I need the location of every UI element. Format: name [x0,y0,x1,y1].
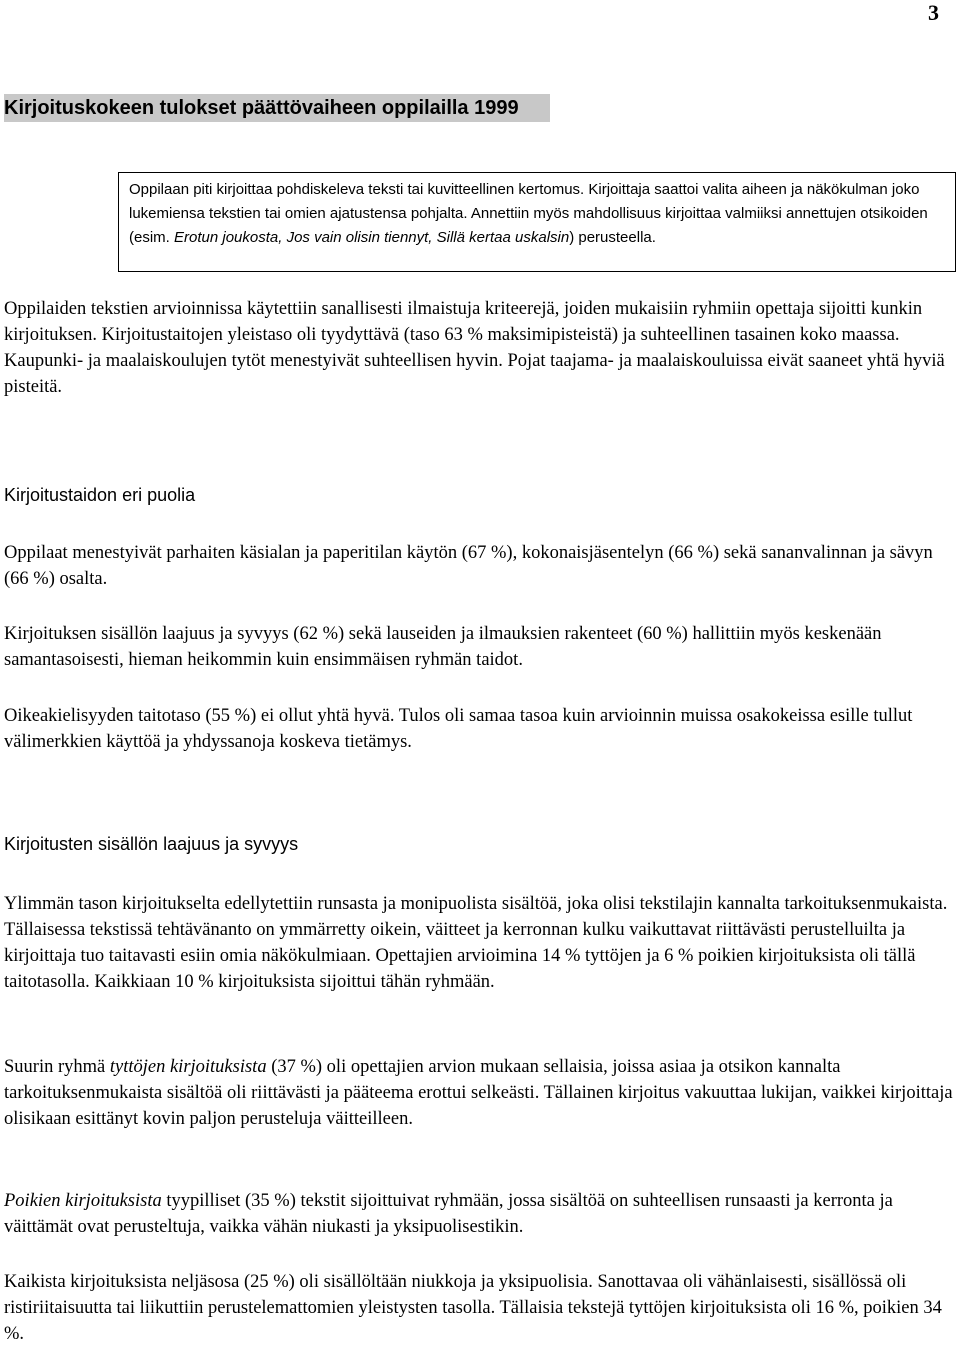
skills-paragraph-3: Oikeakielisyyden taitotaso (55 %) ei ollut yhtä hyvä. Tulos oli samaa tasoa kuin arvioinnin muissa osakokeissa esille tullut välimerkkien käyttöä ja yhdyssanoja koskeva tietämys. [4,706,913,752]
task-description-main: Oppilaan piti kirjoittaa pohdiskeleva teksti tai kuvitteellinen kertomus. Kirjoittaja saattoi valita aiheen ja näkökulman joko lukemiensa tekstien tai omien ajatustensa pohjalta. Annettiin myös mahdollisuus kirjoittaa valmiiksi annettujen otsikoiden (esim. [129,181,928,246]
task-description-end: ) perusteella. [569,229,656,246]
section-heading-content-scope: Kirjoitusten sisällön laajuus ja syvyys [4,834,299,854]
content-paragraph-3 [4,1188,956,1240]
content-paragraph-1: Ylimmän tason kirjoitukselta edellytettiin runsasta ja monipuolista sisältöä, joka olisi tekstilajin kannalta tarkoituksenmukaista. Tällaisessa tekstissä tehtävänanto on ymmärretty oikein, väitteet ja kerronnan kulku vaikuttavat riittävästi perustelluilta ja kirjoittaja tuo taitavasti esiin omia näkökulmiaan. Opettajien arvioimina 14 % tyttöjen ja 6 % poikien kirjoituksista oli tällä taitotasolla. Kaikkiaan 10 % kirjoituksista sijoittui tähän ryhmään. [4,894,948,992]
boys-writings-emphasis: Poikien kirjoituksista [4,1191,162,1211]
girls-writings-emphasis: tyttöjen kirjoituksista [109,1057,267,1077]
section-heading-writing-skills: Kirjoitustaidon eri puolia [4,485,196,505]
content-paragraph-2 [4,1054,956,1132]
task-description-box [118,172,956,272]
skills-paragraph-1: Oppilaat menestyivät parhaiten käsialan ja paperitilan käytön (67 %), kokonaisjäsentelyn (66 %) sekä sananvalinnan ja sävyn (66 %) osalta. [4,543,933,589]
content-paragraph-3-rest: tyypilliset (35 %) tekstit sijoittuivat ryhmään, jossa sisältöä on suhteellisen runsaasti ja kerronta ja väittämät ovat perusteltuja, vaikka vähän niukasti ja yksipuolisestikin. [4,1191,893,1237]
task-description-text [129,178,945,250]
content-paragraph-4: Kaikista kirjoituksista neljäsosa (25 %) oli sisällöltään niukkoja ja yksipuolisia. Sanottavaa oli vähänlaisesti, sisällössä oli ristiriitaisuutta tai liikuttiin perustelemattomien yleistysten tasolla. Tällaisia tekstejä tyttöjen kirjoituksista oli 16 %, poikien 34 %. [4,1272,942,1344]
page-number: 3 [928,0,939,25]
content-paragraph-2-rest: (37 %) oli opettajien arvion mukaan sellaisia, joissa asiaa ja otsikon kannalta tarkoituksenmukaista sisältöä oli riittävästi ja pääteema erottui selkeästi. Tällainen kirjoitus vakuuttaa lukijan, vaikkei kirjoittaja olisikaan esittänyt kovin paljon perusteluja väitteilleen. [4,1057,953,1129]
skills-paragraph-2: Kirjoituksen sisällön laajuus ja syvyys (62 %) sekä lauseiden ja ilmauksien rakenteet (60 %) hallittiin myös keskenään samantasoisesti, hieman heikommin kuin ensimmäisen ryhmän taidot. [4,624,882,670]
example-titles: Erotun joukosta, Jos vain olisin tiennyt, Sillä kertaa uskalsin [174,229,570,246]
content-paragraph-2-start: Suurin ryhmä [4,1057,110,1077]
intro-paragraph: Oppilaiden tekstien arvioinnissa käytettiin sanallisesti ilmaistuja kriteerejä, joiden mukaisiin ryhmiin opettaja sijoitti kunkin kirjoituksen. Kirjoitustaitojen yleistaso oli tyydyttävä (taso 63 % maksimipisteistä) ja suhteellinen tasainen koko maassa. Kaupunki- ja maalaiskoulujen tytöt menestyivät suhteellisen hyvin. Pojat taajama- ja maalaiskouluissa eivät saaneet yhtä hyviä pisteitä. [4,299,945,397]
document-title: Kirjoituskokeen tulokset päättövaiheen oppilailla 1999 [4,94,550,122]
